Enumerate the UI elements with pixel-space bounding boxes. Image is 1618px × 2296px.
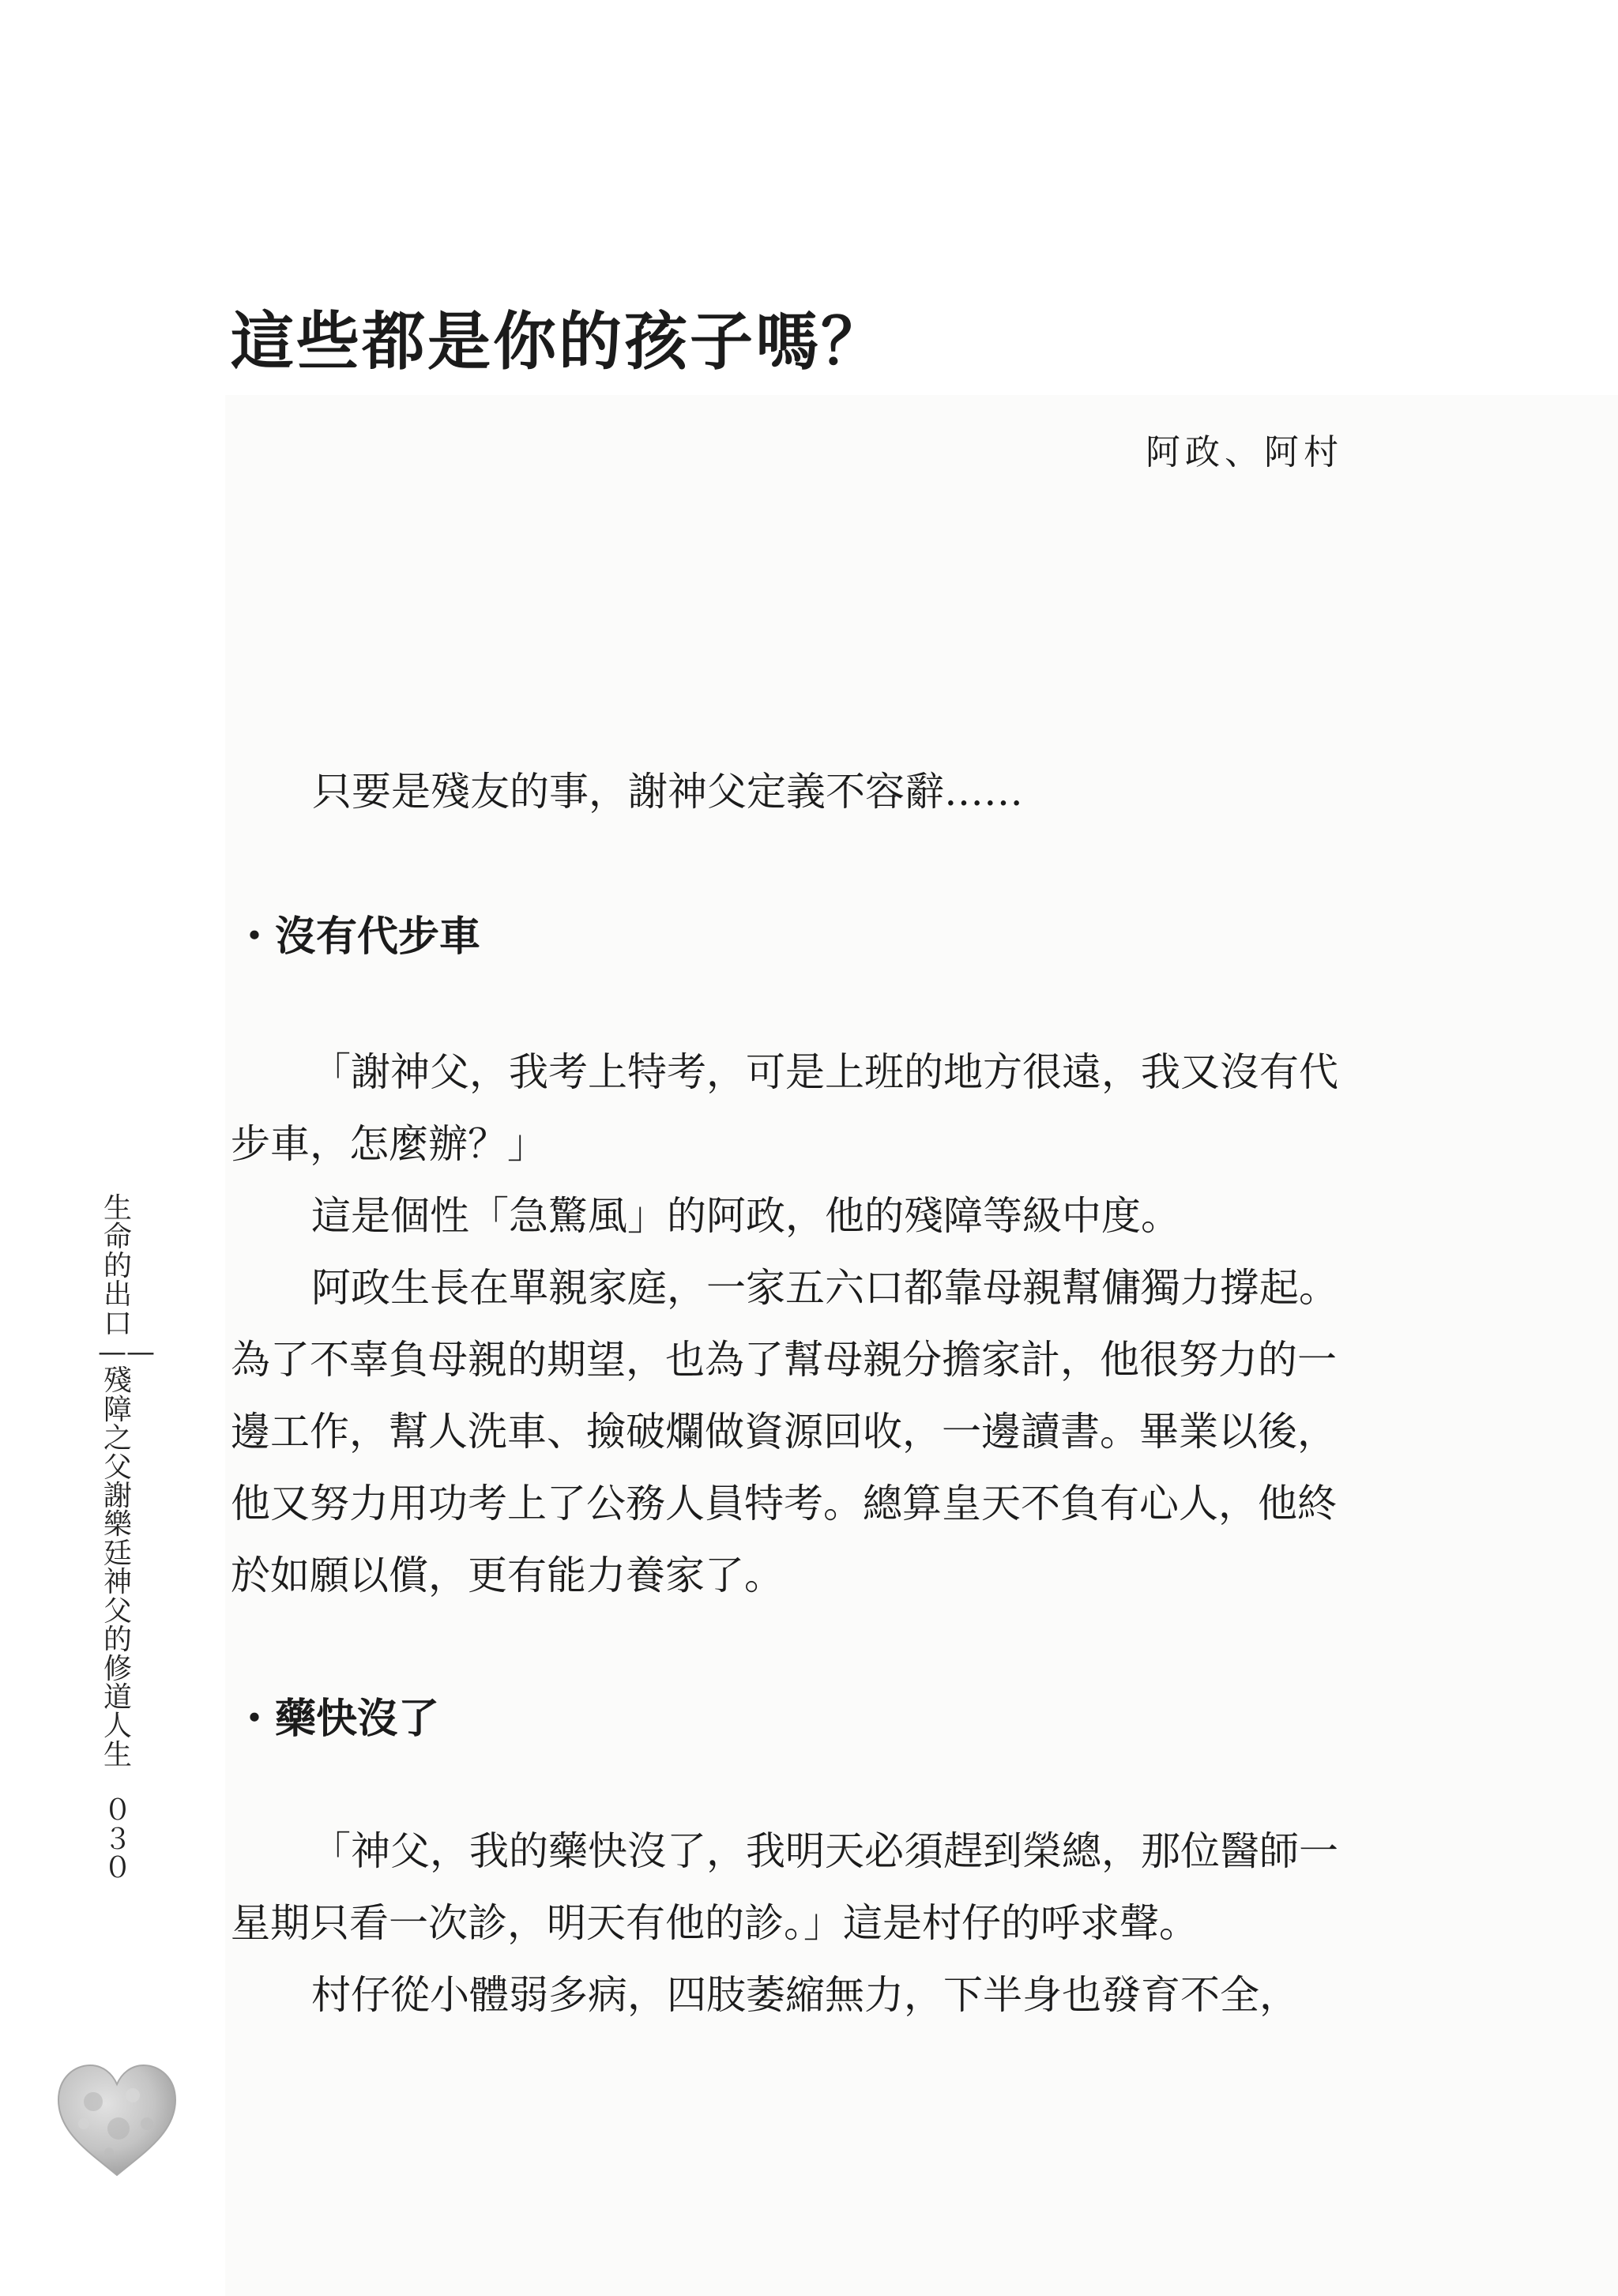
paragraph: 村仔從小體弱多病，四肢萎縮無力，下半身也發育不全， [311,1972,1299,2018]
intro-line: 只要是殘友的事，謝神父定義不容辭…… [312,769,1023,815]
chapter-title: 這些都是你的孩子嗎？ [231,304,886,378]
running-header [98,1192,155,1884]
paragraph: 「謝神父，我考上特考，可是上班的地方很遠，我又沒有代步車，怎麼辦？」 [231,1049,1338,1167]
paragraph: 「神父，我的藥快沒了，我明天必須趕到榮總，那位醫師一星期只看一次診，明天有他的診。」這是村仔的呼求聲。 [231,1828,1338,1946]
page-number: ０３０ [103,1794,132,1884]
bullet: ・ [234,913,276,961]
paragraph: 阿政生長在單親家庭，一家五六口都靠母親幫傭獨力撐起。為了不辜負母親的期望，也為了幫母親分擔家計，他很努力的一邊工作，幫人洗車、撿破爛做資源回收，一邊讀書。畢業以後，他又努力用功考上了公務人員特考。總算皇天不負有心人，他終於如願以償，更有能力養家了。 [231,1265,1338,1598]
paragraph: 這是個性「急驚風」的阿政，他的殘障等級中度。 [311,1193,1180,1239]
bullet: ・ [234,1696,276,1743]
section-heading-text: 藥快沒了 [275,1696,440,1743]
section-heading-text: 沒有代步車 [275,913,481,961]
section-heading [234,913,481,961]
byline: 阿政、阿村 [1146,432,1343,472]
book-title: 生命的出口——殘障之父謝樂廷神父的修道人生 [98,1192,155,1771]
heart-icon [54,2061,180,2179]
section-heading [234,1696,440,1743]
